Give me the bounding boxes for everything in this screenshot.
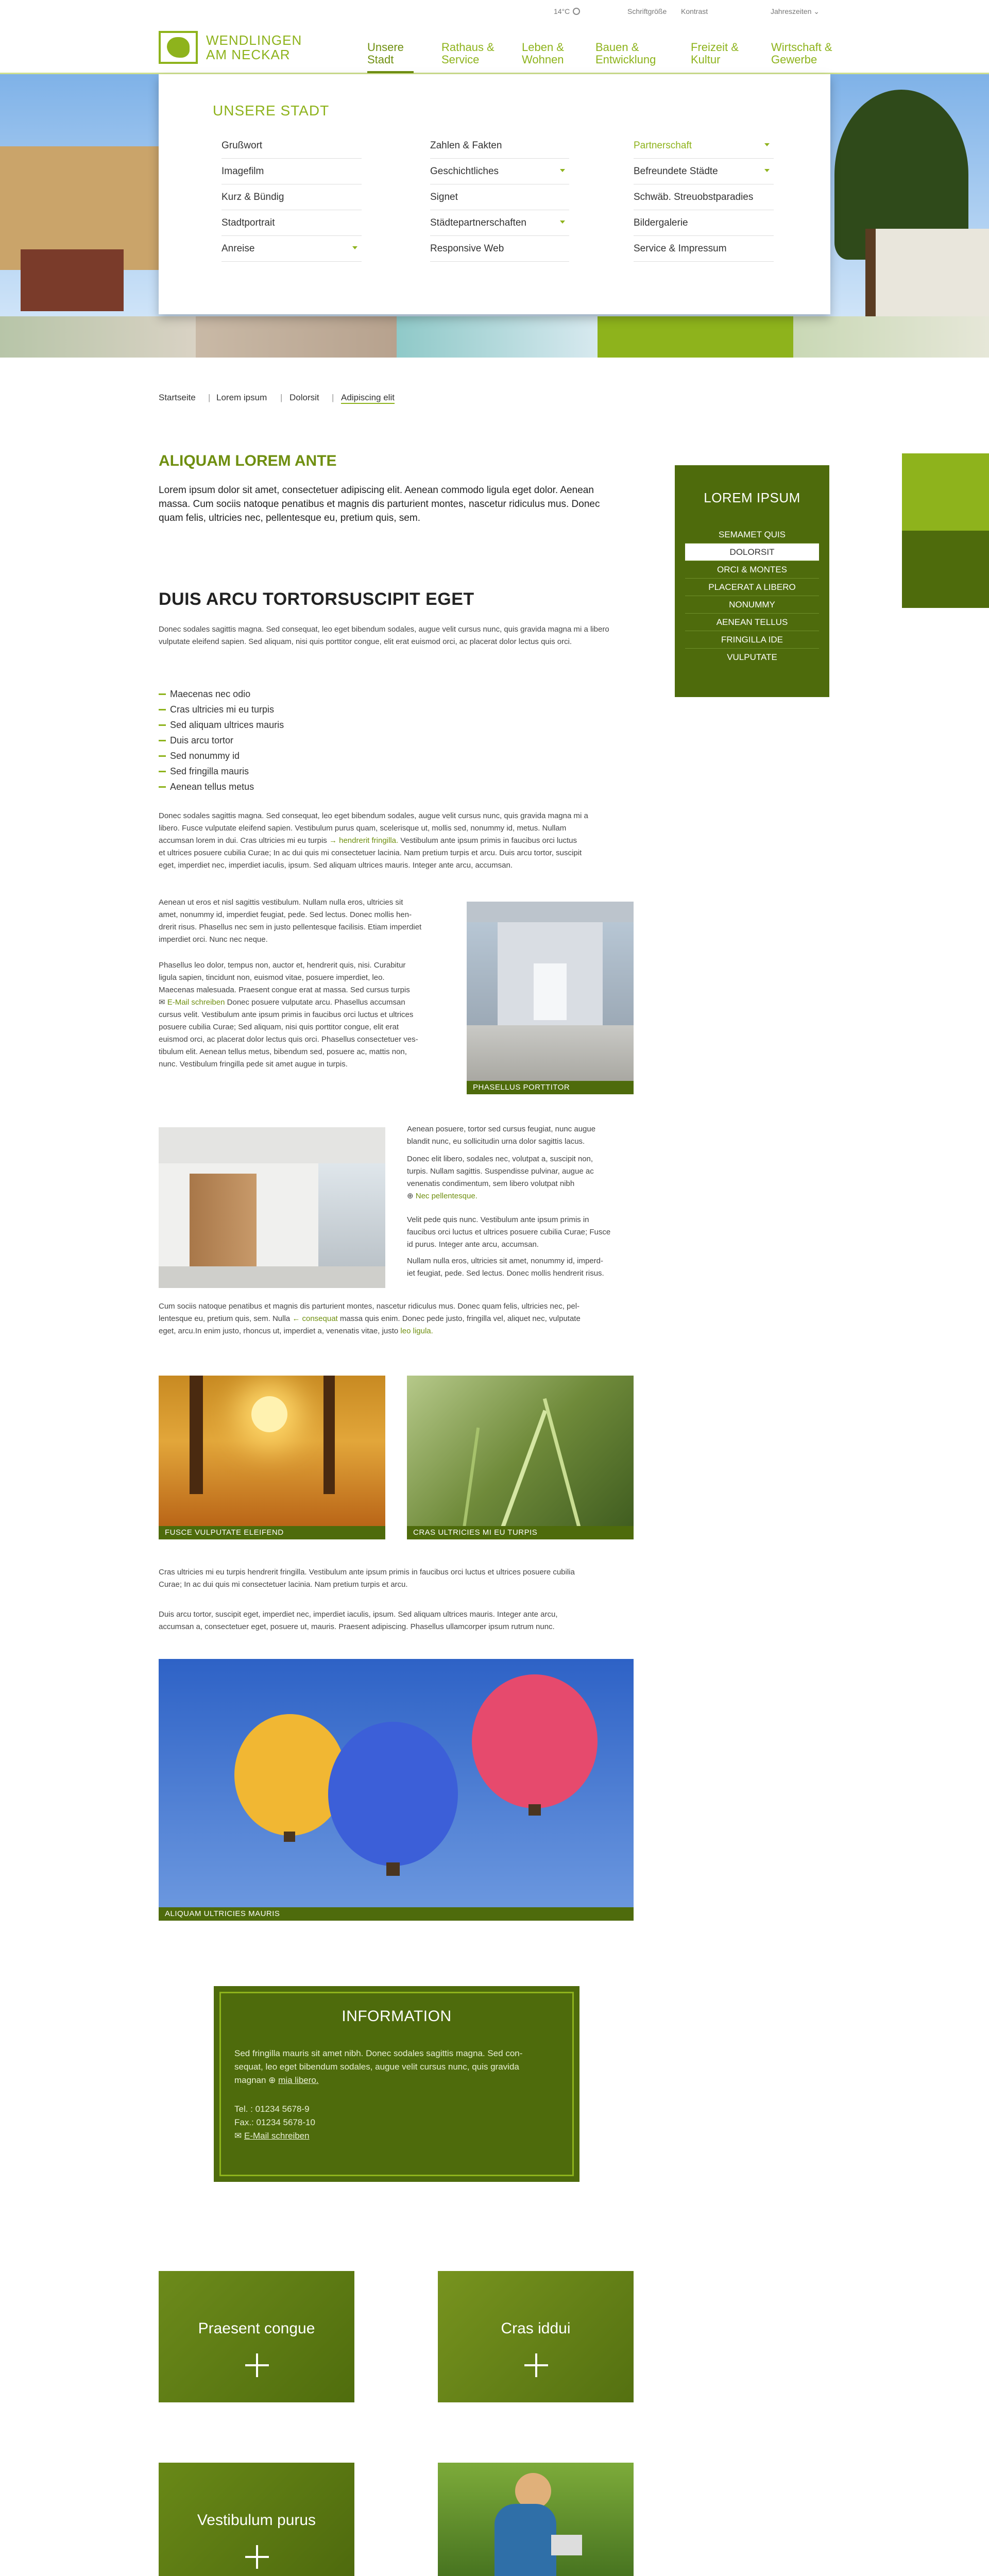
plus-icon — [245, 2353, 269, 2377]
hiker-image-tile[interactable] — [438, 2463, 634, 2576]
menu-link-signet[interactable]: Signet — [430, 184, 569, 210]
teaser-tile[interactable] — [159, 2271, 354, 2402]
plus-icon — [524, 2353, 548, 2377]
menu-link-service-impressum[interactable]: Service & Impressum — [634, 236, 774, 262]
body-paragraph: Nullam nulla eros, ultricies sit amet, nonummy id, imperd- iet feugiat, pede. Sed lectus. Donec mollis hendrerit risus. — [407, 1257, 604, 1278]
seasons-dropdown[interactable]: Jahreszeiten ⌄ — [771, 7, 820, 15]
menu-link-partnerschaft[interactable]: Partnerschaft — [634, 133, 774, 159]
body-paragraph: Cum sociis natoque penatibus et magnis dis parturient montes, nascetur ridiculus mus. Donec quam felis, ultricies nec, pel- lentesque eu, pretium quis, sem. Nulla ← consequat massa quis enim. Donec pede justo, fringilla vel, aliquet nec, vulputate eget, arcu.In enim justo, rhoncus ut, imperdiet a, venenatis vitae, justo leo ligula. — [159, 1302, 581, 1335]
body-paragraph: Cras ultricies mi eu turpis hendrerit fringilla. Vestibulum ante ipsum primis in faucibus orci luctus et ultrices posuere cubilia Curae; In ac dui quis mi consectetuer lacinia. Nam pretium turpis et arcu. — [159, 1568, 575, 1589]
top-utility-bar — [0, 0, 989, 21]
arrow-right-icon: ⊕ — [407, 1192, 414, 1200]
hendrerit-link[interactable]: → hendrerit fringilla. — [329, 836, 399, 845]
info-link[interactable]: mia libero. — [278, 2075, 319, 2085]
nav-rathaus-service[interactable]: Rathaus & Service — [441, 41, 494, 66]
mega-menu — [159, 74, 830, 314]
section-heading: DUIS ARCU TORTORSUSCIPIT EGET — [159, 589, 474, 609]
list-item: Sed aliquam ultrices mauris — [159, 717, 365, 733]
information-box — [214, 1986, 579, 2182]
bullet-list — [159, 686, 365, 794]
chevron-down-icon — [560, 169, 565, 172]
menu-link-staedtepartnerschaften[interactable]: Städtepartnerschaften — [430, 210, 569, 236]
menu-link-stadtportrait[interactable]: Stadtportrait — [221, 210, 362, 236]
tile-title: Vestibulum purus — [197, 2512, 316, 2529]
nav-leben-wohnen[interactable]: Leben & Wohnen — [522, 41, 564, 66]
menu-link-bildergalerie[interactable]: Bildergalerie — [634, 210, 774, 236]
body-paragraph: Aenean ut eros et nisl sagittis vestibulum. Nullam nulla eros, ultricies sit amet, nonummy id, imperdiet feugiat, pede. Sed lectus. Donec mollis hen- drerit risus. Phasellus nec sem in justo pellentesque facilisis. Etiam imperdiet imperdiet orci. Nunc nec neque. — [159, 898, 422, 944]
chevron-down-icon: ⌄ — [813, 7, 820, 15]
list-item: Aenean tellus metus — [159, 779, 365, 794]
menu-link-zahlen-fakten[interactable]: Zahlen & Fakten — [430, 133, 569, 159]
page-title: ALIQUAM LOREM ANTE — [159, 452, 337, 469]
interior-image[interactable] — [159, 1127, 385, 1288]
list-item: Duis arcu tortor — [159, 733, 365, 748]
info-tel: Tel. : 01234 5678-9 — [234, 2104, 310, 2114]
menu-link-befreundete-staedte[interactable]: Befreundete Städte — [634, 159, 774, 184]
list-item: Sed nonummy id — [159, 748, 365, 764]
info-email[interactable]: ✉ E-Mail schreiben — [234, 2131, 310, 2141]
chevron-down-icon — [764, 169, 770, 172]
information-text: Sed fringilla mauris sit amet nibh. Donec sodales sagittis magna. Sed con- sequat, leo eget bibendum sodales, augue velit cursus nunc, quis gravida magnan ⊕ mia libero. — [234, 2048, 523, 2085]
body-paragraph: Velit pede quis nunc. Vestibulum ante ipsum primis in faucibus orci luctus et ultrices posuere cubilia Curae; Fusce id purus. Integer ante arcu, accumsan. — [407, 1215, 611, 1249]
image-caption: PHASELLUS PORTTITOR — [467, 1081, 634, 1094]
city-logo-icon — [159, 31, 198, 64]
balloons-illustration — [159, 1659, 634, 1921]
nav-wirtschaft-gewerbe[interactable]: Wirtschaft & Gewerbe — [771, 41, 832, 66]
lead-paragraph: Lorem ipsum dolor sit amet, consectetuer adipiscing elit. Aenean commodo ligula eget dolor. Aenean massa. Cum sociis natoque penatibus et magnis dis parturient montes, nascetur ridiculus mus. Donec quam felis, ultricies nec, pellentesque eu, pretium quis, sem. — [159, 485, 600, 523]
logo-line-2: AM NECKAR — [206, 47, 291, 62]
font-size-link[interactable]: Schriftgröße — [627, 7, 667, 15]
tile-title: Praesent congue — [198, 2320, 315, 2337]
side-accent-block — [902, 531, 989, 608]
sidebar-title: LOREM IPSUM — [704, 490, 800, 505]
balloons-image[interactable] — [159, 1659, 634, 1921]
image-caption: ALIQUAM ULTRICIES MAURIS — [159, 1907, 634, 1921]
breadcrumb-item[interactable]: Startseite — [159, 393, 196, 402]
sidebar-item[interactable]: ORCI & MONTES — [685, 561, 819, 579]
menu-link-geschichtliches[interactable]: Geschichtliches — [430, 159, 569, 184]
menu-link-anreise[interactable]: Anreise — [221, 236, 362, 262]
body-paragraph: Phasellus leo dolor, tempus non, auctor et, hendrerit quis, nisi. Curabitur ligula sapien, tincidunt non, euismod vitae, posuere imperdiet, leo. Maecenas malesuada. Praesent congue erat at massa. Sed cursus turpis ✉ E-Mail schreiben Donec posuere vulputate arcu. Phasellus accumsan cursus velit. Vestibulum ante ipsum primis in faucibus orci luctus et ultrices posuere cubilia Curae; Sed aliquam, nisi quis porttitor congue, elit erat euismod orci, ac placerat dolor lectus quis orci. Phasellus consectetuer ves- tibulum elit. Aenean tellus metus, bibendum sed, posuere ac, mattis non, nunc. Vestibulum fringilla pede sit amet augue in turpis. — [159, 961, 418, 1069]
logo-line-1: WENDLINGEN — [206, 32, 302, 48]
email-link[interactable]: E-Mail schreiben — [167, 998, 225, 1007]
plus-icon — [245, 2545, 269, 2569]
image-caption: FUSCE VULPUTATE ELEIFEND — [159, 1526, 385, 1539]
sidebar-item[interactable]: VULPUTATE — [727, 652, 777, 662]
breadcrumb-current: Adipiscing elit — [341, 393, 395, 404]
sidebar-item-active[interactable]: DOLORSIT — [685, 544, 819, 561]
consequat-link[interactable]: ← consequat — [292, 1314, 338, 1323]
contrast-link[interactable]: Kontrast — [681, 7, 708, 15]
sidebar-navigation — [675, 465, 829, 697]
mail-icon: ✉ — [234, 2131, 242, 2141]
menu-link-kurz-buendig[interactable]: Kurz & Bündig — [221, 184, 362, 210]
nav-bauen-entwicklung[interactable]: Bauen & Entwicklung — [595, 41, 656, 66]
sidebar-item[interactable]: NONUMMY — [685, 596, 819, 614]
site-logo[interactable] — [159, 31, 329, 67]
sidebar-item[interactable]: PLACERAT A LIBERO — [685, 579, 819, 596]
hero-thumbnail-strip — [0, 316, 989, 358]
temperature: 14°C — [554, 7, 580, 15]
list-item: Sed fringilla mauris — [159, 764, 365, 779]
tile-title: Cras iddui — [501, 2320, 571, 2337]
corridor-image[interactable] — [467, 902, 634, 1094]
mega-menu-title: UNSERE STADT — [213, 103, 330, 118]
chevron-down-icon — [764, 143, 770, 146]
mail-icon: ✉ — [159, 998, 165, 1007]
arrow-right-icon: ⊕ — [268, 2075, 276, 2085]
teaser-tile[interactable] — [159, 2463, 354, 2576]
nec-pellentesque-link[interactable]: Nec pellentesque. — [415, 1192, 478, 1200]
sidebar-item[interactable]: AENEAN TELLUS — [685, 614, 819, 631]
chevron-down-icon — [352, 246, 357, 249]
side-accent-block — [902, 453, 989, 531]
grass-image[interactable] — [407, 1376, 634, 1539]
body-paragraph: Duis arcu tortor, suscipit eget, imperdiet nec, imperdiet iaculis, ipsum. Sed aliquam ultrices mauris. Integer ante arcu, accumsan a, consectetuer eget, posuere ut, mauris. Praesent adipiscing. Phasellus ullamcorper ipsum rutrum nunc. — [159, 1610, 558, 1631]
nav-unsere-stadt[interactable]: Unsere Stadt — [367, 41, 404, 66]
intro-paragraph: Donec sodales sagittis magna. Sed consequat, leo eget bibendum sodales, augue velit cursus nunc, quis gravida magna mi a libero vulputate eleifend sapien. Sed aliquam, nisi quis porttitor congue, elit erat euismod orci, ac placerat dolor lectus quis orci. — [159, 625, 609, 646]
site-header — [0, 21, 989, 74]
nav-freizeit-kultur[interactable]: Freizeit & Kultur — [691, 41, 739, 66]
chevron-down-icon — [560, 221, 565, 224]
sidebar-item[interactable]: FRINGILLA IDE — [685, 631, 819, 649]
information-title: INFORMATION — [342, 2008, 452, 2025]
breadcrumb-item[interactable]: Dolorsit — [289, 393, 319, 402]
body-paragraph: Donec elit libero, sodales nec, volutpat a, suscipit non, turpis. Nullam sagittis. Suspendisse pulvinar, augue ac venenatis condimentum, sem libero volutpat nibh ⊕ Nec pellentesque. — [407, 1155, 594, 1200]
body-paragraph: Donec sodales sagittis magna. Sed consequat, leo eget bibendum sodales, augue velit cursus nunc, quis gravida magna mi a libero. Fusce vulputate eleifend sapien. Vestibulum purus quam, scelerisque ut, mollis sed, nonummy id, metus. Nullam accumsan lorem in dui. Cras ultricies mi eu turpis → hendrerit fringilla. Vestibulum ante ipsum primis in faucibus orci luctus et ultrices posuere cubilia Curae; In ac dui quis mi consectetuer lacinia. Nam pretium turpis et arcu. Duis arcu tortor, suscipit eget, imperdiet nec, imperdiet iaculis, ipsum. Sed aliquam ultrices mauris. Integer ante arcu, accumsan. — [159, 811, 588, 870]
breadcrumb-item[interactable]: Lorem ipsum — [216, 393, 267, 402]
body-paragraph: Aenean posuere, tortor sed cursus feugiat, nunc augue blandit nunc, eu sollicitudin urna dolor sagittis lacus. — [407, 1125, 596, 1146]
list-item: Maecenas nec odio — [159, 686, 365, 702]
sun-icon — [573, 8, 580, 15]
active-nav-indicator — [367, 71, 414, 73]
menu-link-grusswort[interactable]: Grußwort — [221, 133, 362, 159]
sidebar-item[interactable]: SEMAMET QUIS — [685, 526, 819, 544]
teaser-tile[interactable] — [438, 2271, 634, 2402]
autumn-image[interactable] — [159, 1376, 385, 1539]
menu-link-responsive-web[interactable]: Responsive Web — [430, 236, 569, 262]
list-item: Cras ultricies mi eu turpis — [159, 702, 365, 717]
menu-link-imagefilm[interactable]: Imagefilm — [221, 159, 362, 184]
info-fax: Fax.: 01234 5678-10 — [234, 2117, 315, 2127]
image-caption: CRAS ULTRICIES MI EU TURPIS — [407, 1526, 634, 1539]
menu-link-streuobstparadies[interactable]: Schwäb. Streuobstparadies — [634, 184, 774, 210]
leo-ligula-link[interactable]: leo ligula. — [400, 1327, 433, 1335]
